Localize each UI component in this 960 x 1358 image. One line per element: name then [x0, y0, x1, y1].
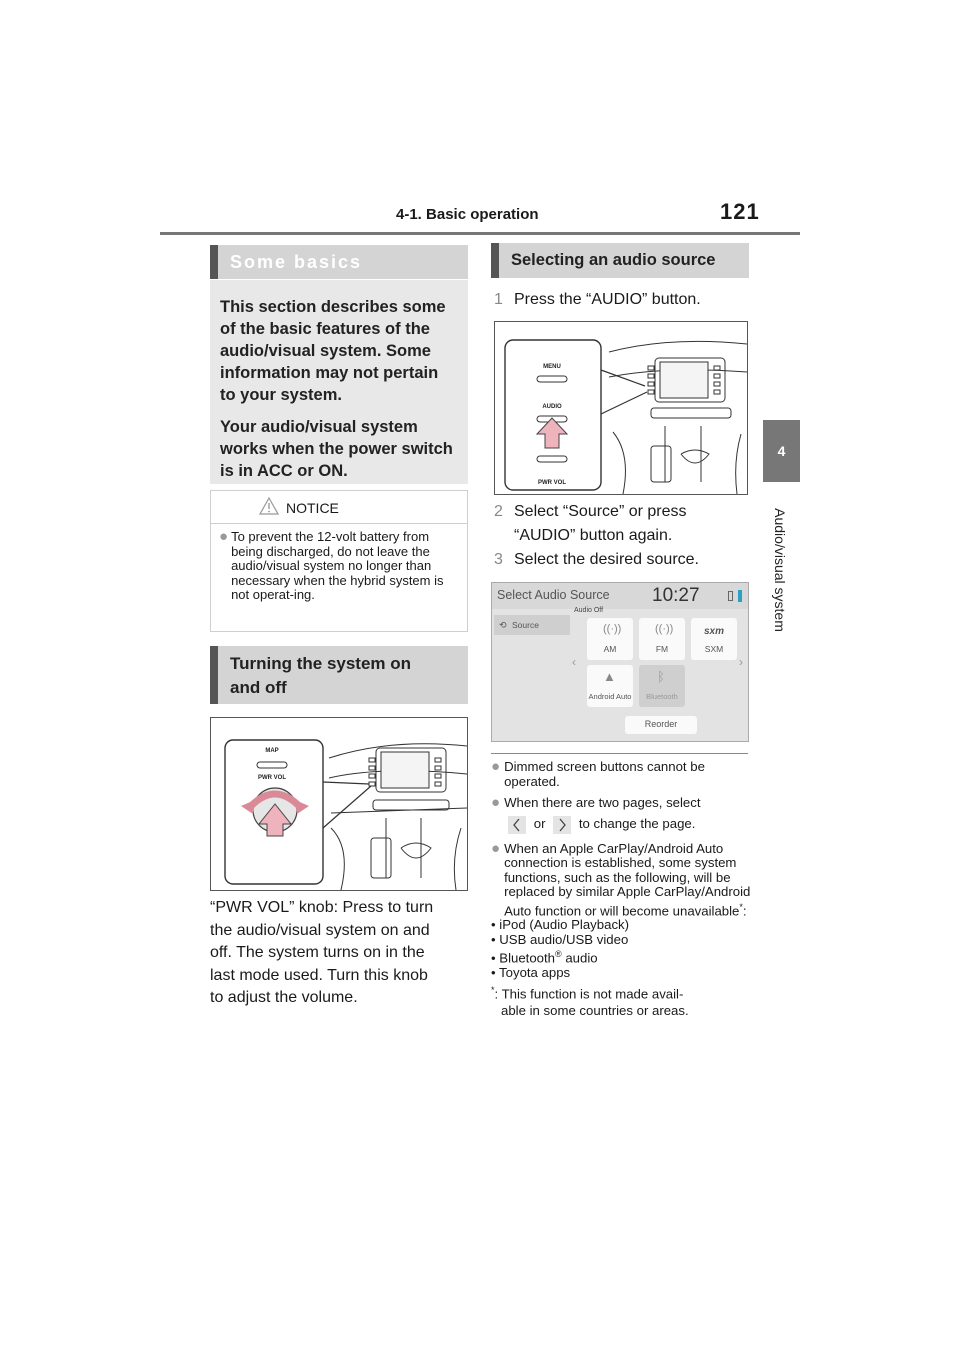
bullet-icon: ●	[491, 839, 501, 857]
step-1-text: Press the “AUDIO” button.	[514, 291, 701, 308]
note-1-text: Dimmed screen buttons cannot be operated.	[504, 759, 705, 789]
dashboard-audio-illustration	[495, 322, 747, 494]
chevron-right-icon	[553, 816, 571, 834]
tile-am-label: AM	[603, 644, 617, 654]
note-3-text: When an Apple CarPlay/Android Auto connection is established, some system functions, such as the following, will be replaced by similar Apple CarPlay/Android Auto function or will become unavailable	[504, 840, 751, 918]
tile-am[interactable]	[587, 618, 633, 660]
heading-turning-on-off	[210, 646, 468, 704]
note-1	[491, 760, 753, 789]
step-2-number: 2	[494, 503, 503, 520]
notice-box	[210, 490, 468, 632]
tile-fm[interactable]	[639, 618, 685, 660]
phone-icon	[728, 591, 733, 601]
step-1	[494, 288, 701, 312]
intro-box	[210, 280, 468, 484]
list-item: • USB audio/USB video	[491, 931, 629, 947]
footnote-line-1: : This function is not made avail-	[494, 986, 684, 1002]
registered-mark: ®	[555, 949, 562, 960]
signal-icon	[738, 590, 742, 602]
bt-post: audio	[561, 950, 598, 966]
step-2-text	[510, 500, 687, 548]
step-2-line-2: “AUDIO” button again.	[514, 527, 673, 544]
chapter-title: Audio/visual system	[772, 508, 788, 632]
note-2	[491, 796, 753, 834]
knob-text-line-2: the audio/visual system on and	[210, 921, 430, 939]
figure-label-pwr-vol-2: PWR VOL	[538, 480, 566, 486]
figure-label-menu: MENU	[543, 364, 561, 370]
knob-text-line-3: off. The system turns on in the	[210, 944, 425, 961]
footnote	[491, 983, 753, 1018]
list-item: • iPod (Audio Playback)	[491, 917, 630, 933]
prev-page-icon[interactable]: ‹	[572, 655, 576, 669]
note-3-asterisk: *	[739, 901, 743, 912]
tile-android-auto[interactable]	[587, 665, 633, 707]
notice-item	[211, 524, 467, 603]
warning-icon	[259, 497, 279, 515]
heading-selecting-audio-source	[491, 243, 749, 278]
page-number: 121	[720, 199, 760, 224]
list-item: • Toyota apps	[491, 965, 571, 981]
knob-text-line-1: “PWR VOL” knob: Press to turn	[210, 899, 434, 916]
notice-title: NOTICE	[286, 500, 339, 516]
knob-text-line-4: last mode used. Turn this knob	[210, 966, 428, 984]
figure-label-pwr-vol: PWR VOL	[258, 775, 286, 781]
tile-bluetooth-label: Bluetooth	[646, 692, 678, 701]
footnote-asterisk: *	[491, 984, 495, 995]
heading-turning-line2: and off	[230, 678, 287, 697]
reorder-label: Reorder	[644, 719, 678, 729]
android-auto-icon: ▲	[603, 669, 616, 684]
knob-text-line-5: to adjust the volume.	[210, 989, 358, 1006]
screen-title: Select Audio Source	[497, 588, 610, 602]
figure-audio-button	[494, 321, 748, 495]
step-1-number: 1	[494, 291, 503, 308]
bullet-icon: ●	[491, 794, 501, 811]
footnote-line-2: able in some countries or areas.	[501, 1002, 689, 1018]
audio-off-label[interactable]: Audio Off	[574, 607, 604, 614]
notice-text: To prevent the 12-volt battery from being discharged, do not leave the audio/visual system no longer than necessary when the hybrid system is not operat-ing.	[231, 529, 444, 602]
intro-paragraph-1: This section describes some of the basic features of the audio/visual system. Some information may not pertain to your system.	[220, 298, 446, 404]
section-title: 4-1. Basic operation	[396, 206, 539, 223]
step-3	[494, 548, 699, 572]
note-3-colon: :	[742, 902, 747, 918]
note-2-text-a: When there are two pages, select	[504, 795, 701, 810]
note-2-or: or	[533, 815, 546, 831]
bullet-icon: ●	[491, 758, 501, 775]
heading-selecting-text: Selecting an audio source	[511, 251, 716, 269]
source-tab[interactable]	[494, 615, 570, 635]
intro-paragraph-2: Your audio/visual system works when the power switch is in ACC or ON.	[220, 418, 453, 480]
tile-android-auto-label: Android Auto	[588, 692, 632, 701]
note-2-text-b: to change the page.	[578, 815, 696, 831]
step-2-line-1: Select “Source” or press	[514, 503, 687, 520]
tile-fm-label: FM	[655, 644, 669, 654]
heading-some-basics	[210, 245, 468, 279]
screen-time: 10:27	[652, 585, 700, 606]
step-3-number: 3	[494, 551, 503, 568]
dashboard-illustration	[211, 718, 467, 890]
next-page-icon[interactable]: ›	[739, 655, 743, 669]
heading-some-basics-text: Some basics	[230, 251, 363, 272]
step-3-text: Select the desired source.	[514, 551, 699, 568]
radio-icon: ((·))	[655, 623, 674, 635]
tile-sxm-label: SXM	[704, 644, 724, 654]
knob-description	[210, 897, 472, 1010]
chapter-tab: 4	[763, 420, 800, 482]
notes	[491, 760, 753, 1018]
screen-select-audio-source	[491, 582, 749, 742]
chevron-left-icon	[508, 816, 526, 834]
tile-sxm[interactable]	[691, 618, 737, 660]
back-arrow-icon: ⟲	[499, 620, 507, 630]
list-item-bluetooth	[491, 947, 753, 966]
bt-pre: • Bluetooth	[491, 950, 556, 966]
tile-bluetooth[interactable]	[639, 665, 685, 707]
source-tab-label: Source	[512, 620, 539, 630]
figure-label-audio: AUDIO	[542, 404, 562, 410]
header-rule	[160, 232, 800, 235]
reorder-button[interactable]	[625, 716, 697, 734]
notes-divider	[491, 753, 748, 754]
note-3	[491, 839, 753, 919]
notice-header	[211, 491, 467, 524]
bluetooth-icon: ᛒ	[657, 669, 665, 684]
sxm-logo-icon: sxm	[703, 626, 724, 637]
step-2	[494, 500, 687, 548]
note-2-line-2	[504, 816, 700, 834]
heading-turning-line1: Turning the system on	[230, 654, 412, 673]
figure-label-map: MAP	[265, 748, 279, 754]
screen-title-bar	[492, 583, 748, 609]
bullet-icon: ●	[219, 528, 229, 545]
figure-pwr-vol-knob	[210, 717, 468, 891]
radio-icon: ((·))	[603, 623, 622, 635]
